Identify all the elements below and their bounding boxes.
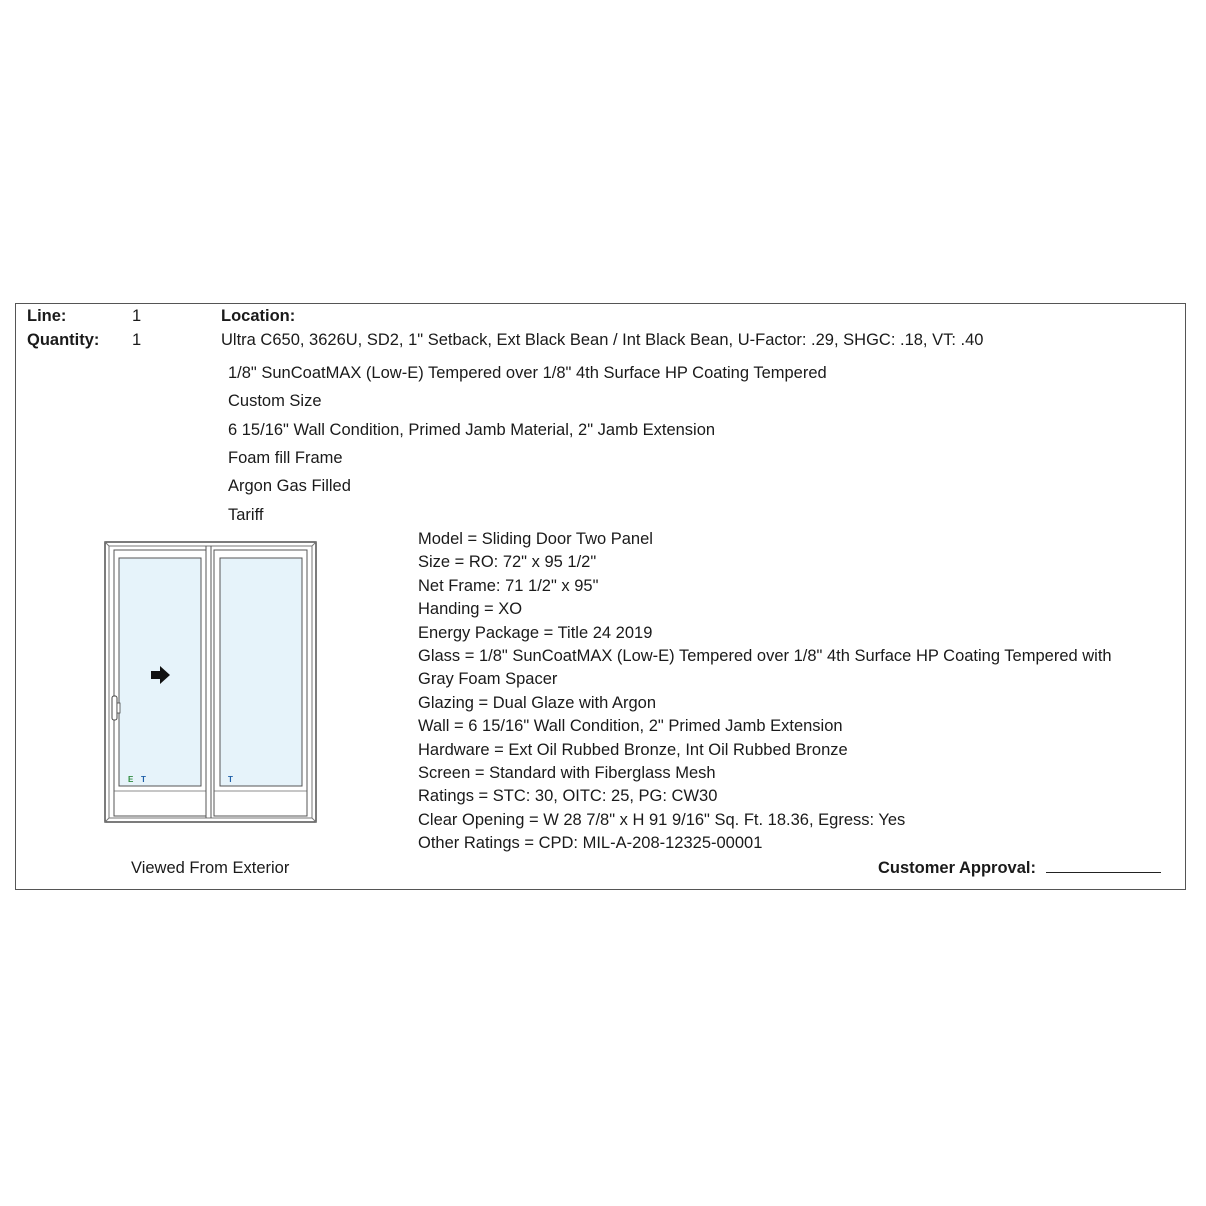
option-item: Custom Size [228, 392, 322, 410]
option-item: 1/8" SunCoatMAX (Low-E) Tempered over 1/8" 4th Surface HP Coating Tempered [228, 364, 827, 382]
quantity-label: Quantity: [27, 331, 100, 349]
spec-item: Handing = XO [418, 600, 523, 619]
spec-item: Glazing = Dual Glaze with Argon [418, 693, 657, 712]
door-elevation-drawing [104, 541, 318, 825]
spec-item: Wall = 6 15/16" Wall Condition, 2" Primed Jamb Extension [418, 717, 843, 736]
customer-approval-label: Customer Approval: [878, 859, 1036, 877]
spec-item: Gray Foam Spacer [418, 670, 558, 689]
spec-item: Hardware = Ext Oil Rubbed Bronze, Int Oil Rubbed Bronze [418, 740, 848, 759]
spec-item: Clear Opening = W 28 7/8" x H 91 9/16" Sq. Ft. 18.36, Egress: Yes [418, 810, 906, 829]
spec-item: Size = RO: 72" x 95 1/2" [418, 553, 597, 572]
spec-item: Ratings = STC: 30, OITC: 25, PG: CW30 [418, 787, 718, 806]
line-label: Line: [27, 307, 67, 325]
spec-item: Model = Sliding Door Two Panel [418, 530, 653, 548]
spec-list [418, 528, 1168, 856]
etch-mark-t: T [141, 775, 146, 784]
spec-item: Net Frame: 71 1/2" x 95" [418, 576, 599, 595]
customer-approval [878, 858, 1161, 878]
etch-mark-e: E [128, 775, 134, 784]
drawing-caption: Viewed From Exterior [131, 859, 290, 877]
product-line: Ultra C650, 3626U, SD2, 1" Setback, Ext Black Bean / Int Black Bean, U-Factor: .29, SHGC: .18, VT: .40 [221, 331, 984, 349]
etch-mark-t: T [228, 775, 233, 784]
option-item: 6 15/16" Wall Condition, Primed Jamb Material, 2" Jamb Extension [228, 421, 716, 439]
option-item: Tariff [228, 506, 264, 524]
option-item: Foam fill Frame [228, 449, 343, 467]
spec-item: Screen = Standard with Fiberglass Mesh [418, 764, 716, 783]
quantity-value: 1 [132, 331, 142, 349]
spec-item: Other Ratings = CPD: MIL-A-208-12325-00001 [418, 834, 763, 853]
spec-item: Glass = 1/8" SunCoatMAX (Low-E) Tempered over 1/8" 4th Surface HP Coating Tempered with [418, 647, 1112, 666]
signature-line[interactable] [1046, 858, 1161, 873]
spec-item: Energy Package = Title 24 2019 [418, 623, 653, 642]
option-item: Argon Gas Filled [228, 477, 351, 495]
location-label: Location: [221, 307, 296, 325]
line-value: 1 [132, 307, 142, 325]
right-panel-glass [220, 558, 302, 786]
